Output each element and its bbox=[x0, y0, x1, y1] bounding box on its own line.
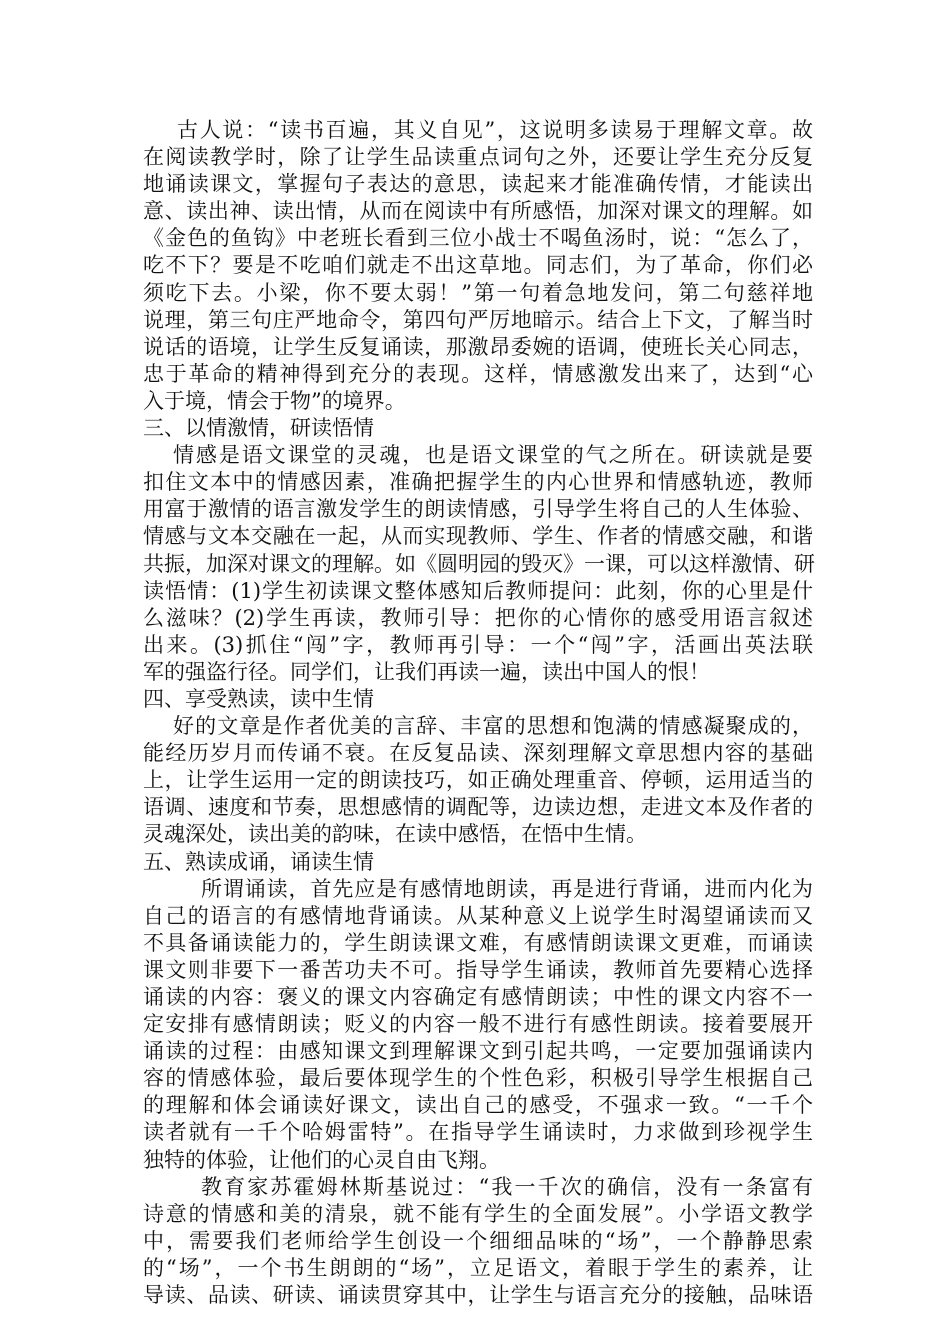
text-line: 说话的语境，让学生反复诵读，那激昂委婉的语调，使班长关心同志， bbox=[143, 334, 813, 359]
text-line: 诵读的过程：由感知课文到理解课文到引起共鸣，一定要加强诵读内 bbox=[143, 1039, 813, 1064]
text-line: 《金色的鱼钩》中老班长看到三位小战士不喝鱼汤时，说：“怎么了， bbox=[143, 226, 813, 251]
text-line: 中，需要我们老师给学生创设一个细细品味的“场”，一个静静思索 bbox=[143, 1228, 813, 1253]
text-line: 吃不下？要是不吃咱们就走不出这草地。同志们，为了革命，你们必 bbox=[143, 253, 813, 278]
text-line: 所谓诵读，首先应是有感情地朗读，再是进行背诵，进而内化为 bbox=[201, 876, 813, 901]
text-line: 入于境，情会于物”的境界。 bbox=[143, 388, 406, 413]
text-line: 定安排有感情朗读；贬义的内容一般不进行有感性朗读。接着要展开 bbox=[143, 1012, 813, 1037]
text-line: 好的文章是作者优美的言辞、丰富的思想和饱满的情感凝聚成的， bbox=[173, 714, 813, 739]
text-line: 扣住文本中的情感因素，准确把握学生的内心世界和情感轨迹，教师 bbox=[143, 470, 813, 495]
text-line: 用富于激情的语言激发学生的朗读情感，引导学生将自己的人生体验、 bbox=[143, 497, 813, 522]
text-line: 说理，第三句庄严地命令，第四句严厉地暗示。结合上下文，了解当时 bbox=[143, 307, 813, 332]
text-line: 不具备诵读能力的，学生朗读课文难，有感情朗读课文更难，而诵读 bbox=[143, 930, 813, 955]
section-heading: 五、熟读成诵，诵读生情 bbox=[143, 849, 374, 874]
document-body bbox=[143, 117, 813, 1309]
text-line: 课文则非要下一番苦功夫不可。指导学生诵读，教师首先要精心选择 bbox=[143, 957, 813, 982]
text-line: 能经历岁月而传诵不衰。在反复品读、深刻理解文章思想内容的基础 bbox=[143, 741, 813, 766]
paragraph bbox=[143, 442, 813, 686]
text-line: 地诵读课文，掌握句子表达的意思，读起来才能准确传情，才能读出 bbox=[143, 172, 813, 197]
text-line: 读悟情：(1)学生初读课文整体感知后教师提问：此刻，你的心里是什 bbox=[143, 578, 813, 603]
text-line: 情感与文本交融在一起，从而实现教师、学生、作者的情感交融，和谐 bbox=[143, 524, 813, 549]
paragraph bbox=[143, 876, 813, 1174]
text-line: 灵魂深处，读出美的韵味，在读中感悟，在悟中生情。 bbox=[143, 822, 647, 847]
text-line: 古人说：“读书百遍，其义自见”，这说明多读易于理解文章。故 bbox=[177, 118, 813, 142]
text-line: 么滋味？(2)学生再读，教师引导：把你的心情你的感受用语言叙述 bbox=[143, 605, 813, 630]
text-line: 出来。(3)抓住“闯”字，教师再引导：一个“闯”字，活画出英法联 bbox=[143, 632, 813, 657]
paragraph bbox=[143, 117, 813, 415]
text-line: 的“场”，一个书生朗朗的“场”，立足语文，着眼于学生的素养，让 bbox=[143, 1255, 813, 1280]
text-line: 诵读的内容：褒义的课文内容确定有感情朗读；中性的课文内容不一 bbox=[143, 985, 813, 1009]
text-line: 须吃下去。小梁，你不要太弱！”第一句着急地发问，第二句慈祥地 bbox=[143, 280, 813, 305]
paragraph bbox=[143, 1174, 813, 1309]
text-line: 诗意的情感和美的清泉，就不能有学生的全面发展”。小学语文教学 bbox=[143, 1201, 813, 1226]
text-line: 教育家苏霍姆林斯基说过：“我一千次的确信，没有一条富有 bbox=[201, 1174, 813, 1199]
text-line: 意、读出神、读出情，从而在阅读中有所感悟，加深对课文的理解。如 bbox=[143, 199, 813, 224]
text-line: 上，让学生运用一定的朗读技巧，如正确处理重音、停顿，运用适当的 bbox=[143, 768, 813, 793]
text-line: 独特的体验，让他们的心灵自由飞翔。 bbox=[143, 1147, 500, 1172]
text-line: 语调、速度和节奏，思想感情的调配等，边读边想，走进文本及作者的 bbox=[143, 795, 813, 820]
text-line: 读者就有一千个哈姆雷特”。在指导学生诵读时，力求做到珍视学生 bbox=[143, 1120, 813, 1145]
text-line: 忠于革命的精神得到充分的表现。这样，情感激发出来了，达到“心 bbox=[143, 361, 813, 386]
text-line: 在阅读教学时，除了让学生品读重点词句之外，还要让学生充分反复 bbox=[143, 145, 813, 170]
paragraph bbox=[143, 713, 813, 848]
text-line: 军的强盗行径。同学们，让我们再读一遍，读出中国人的恨！ bbox=[143, 659, 710, 684]
text-line: 自己的语言的有感情地背诵读。从某种意义上说学生时渴望诵读而又 bbox=[143, 903, 813, 928]
text-line: 情感是语文课堂的灵魂，也是语文课堂的气之所在。研读就是要 bbox=[173, 443, 813, 468]
text-line: 容的情感体验，最后要体现学生的个性色彩，积极引导学生根据自己 bbox=[143, 1066, 813, 1091]
section-heading: 三、以情激情，研读悟情 bbox=[143, 416, 374, 441]
text-line: 共振，加深对课文的理解。如《圆明园的毁灭》一课，可以这样激情、研 bbox=[143, 551, 815, 576]
text-line: 的理解和体会诵读好课文，读出自己的感受，不强求一致。“一千个 bbox=[143, 1093, 813, 1118]
section-heading: 四、享受熟读，读中生情 bbox=[143, 686, 374, 711]
text-line: 导读、品读、研读、诵读贯穿其中，让学生与语言充分的接触，品味语 bbox=[143, 1283, 813, 1308]
